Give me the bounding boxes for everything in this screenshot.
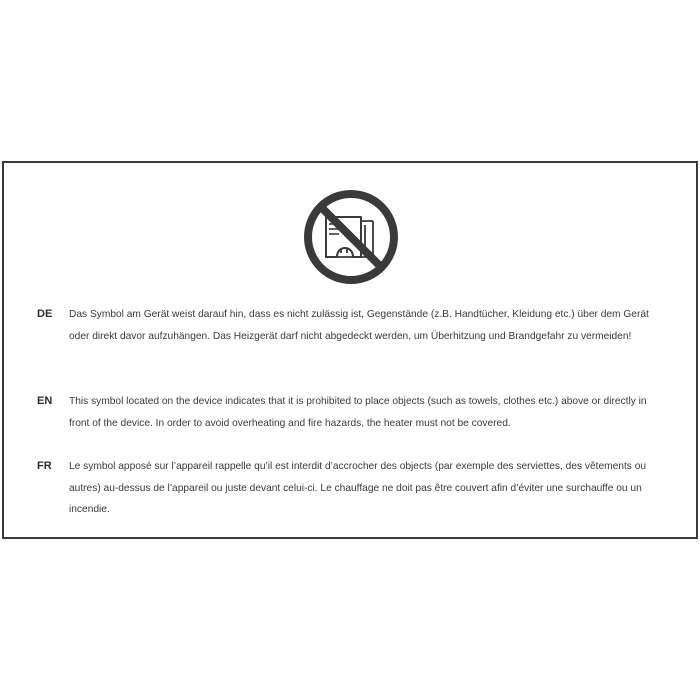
language-code-de: DE — [37, 308, 53, 320]
notice-text-de: Das Symbol am Gerät weist darauf hin, dass es nicht zulässig ist, Gegenstände (z.B. Handtücher, Kleidung etc.) über dem Gerät oder direkt davor aufzuhängen. Das Heizgerät darf nicht abgedeckt werden, um Überhitzung und Brandgefahr zu vermeiden! — [69, 309, 649, 342]
language-code-en: EN — [37, 395, 53, 407]
prohibition-symbol-svg — [301, 187, 401, 287]
no-hanging-objects-prohibition-icon — [301, 187, 401, 287]
notice-text-fr: Le symbol apposé sur l’appareil rappelle qu’il est interdit d’accrocher des objects (par exemple des serviettes, des vêtements ou autres) au-dessus de l’appareil ou juste devant celui-ci. Le chauffage ne doit pas être couvert afin d’éviter une surchauffe ou un incendie. — [69, 461, 647, 516]
warning-label-card — [2, 161, 698, 539]
language-code-fr: FR — [37, 460, 52, 472]
notice-text-en: This symbol located on the device indicates that it is prohibited to place objects (such as towels, clothes etc.) above or directly in front of the device. In order to avoid overheating and fire hazards, the heater must not be covered. — [69, 396, 647, 429]
